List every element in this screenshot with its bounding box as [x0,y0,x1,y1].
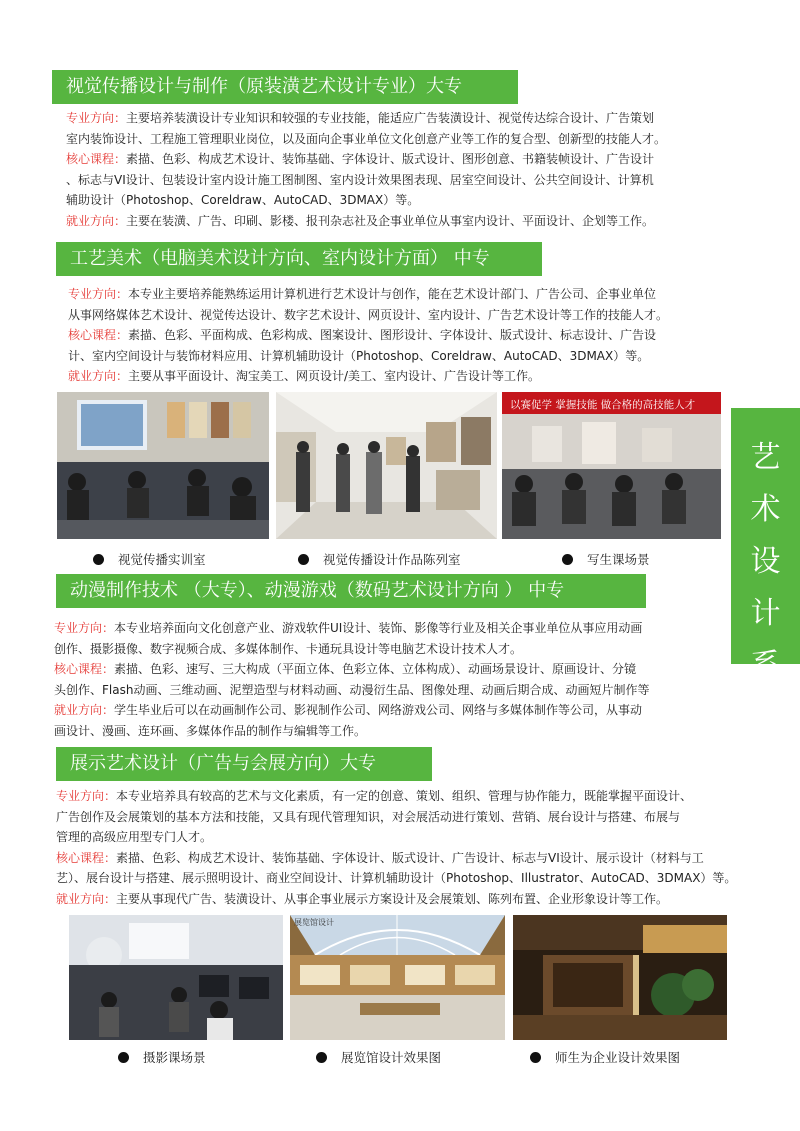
label-courses: 核心课程： [56,850,117,865]
section-title-animation: 动漫制作技术 （大专）、动漫游戏（数码艺术设计方向 ） 中专 [56,574,646,608]
side-char: 系 [750,648,781,683]
label-courses: 核心课程： [66,152,127,166]
bullet-icon [316,1052,327,1063]
text-line: 主要在装潢、广告、印刷、影楼、报刊杂志社及企事业单位从事室内设计、平面设计、企划等工作。 [126,213,655,228]
caption-visual-lab: 视觉传播实训室 [93,550,206,568]
text-line: 室内装饰设计、工程施工管理职业岗位，以及面向企事业单位文化创意产业等工作的复合型、创新型的技能人才。 [66,131,667,146]
text-line: 素描、色彩、平面构成、色彩构成、图案设计、图形设计、字体设计、版式设计、标志设计、广告设 [128,328,657,342]
section-body-craft-art [68,284,728,387]
text-line: 素描、色彩、构成艺术设计、装饰基础、字体设计、版式设计、图形创意、书籍装帧设计、广告设计 [126,152,655,166]
label-employment: 就业方向： [66,213,127,228]
text-line: 计、室内空间设计与装饰材料应用、计算机辅助设计（Photoshop、Coreldraw、AutoCAD、3DMAX）等。 [68,348,650,363]
photo-visual-lab [57,392,269,539]
bullet-icon [562,554,573,565]
text-line: 头创作、Flash动画、三维动画、泥塑造型与材料动画、动漫衍生品、图像处理、动画后期合成、动画短片制作等 [54,682,650,697]
caption-gallery-room: 视觉传播设计作品陈列室 [298,550,461,568]
caption-exhibition-hall: 展览馆设计效果图 [316,1048,441,1066]
text-line: 主要培养装潢设计专业知识和较强的专业技能，能适应广告装潢设计、视觉传达综合设计、广告策划 [126,111,655,125]
text-line: 艺）、展台设计与搭建、展示照明设计、商业空间设计、计算机辅助设计（Photoshop、Illustrator、AutoCAD、3DMAX）等。 [56,871,737,885]
photo-label: 展览馆设计 [294,918,334,927]
label-direction: 专业方向： [68,287,129,301]
section-title-visual-design: 视觉传播设计与制作（原装潢艺术设计专业）大专 [52,70,518,104]
side-char: 设 [750,544,781,579]
label-employment: 就业方向： [68,369,129,383]
bullet-icon [530,1052,541,1063]
text-line: 本专业主要培养能熟练运用计算机进行艺术设计与创作，能在艺术设计部门、广告公司、企事业单位 [128,287,657,301]
text-line: 从事网络媒体艺术设计、视觉传达设计、数字艺术设计、网页设计、室内设计、广告艺术设计等工作的技能人才。 [68,307,669,322]
caption-sketching-class: 写生课场景 [562,550,650,568]
label-courses: 核心课程： [68,328,129,342]
text-line: 本专业培养具有较高的艺术与文化素质，有一定的创意、策划、组织、管理与协作能力，既能掌握平面设计、 [116,789,693,803]
department-side-title [731,408,800,683]
label-direction: 专业方向： [54,621,115,635]
section-title-exhibition: 展示艺术设计（广告与会展方向）大专 [56,747,432,781]
text-line: 辅助设计（Photoshop、Coreldraw、AutoCAD、3DMAX）等。 [66,193,420,207]
label-direction: 专业方向： [56,789,117,803]
section-body-visual-design [66,108,726,231]
classroom-banner-text: 以赛促学 掌握技能 做合格的高技能人才 [510,399,696,411]
photo-enterprise-design [513,915,727,1040]
bullet-icon [298,554,309,565]
text-line: 本专业培养面向文化创意产业、游戏软件UI设计、装饰、影像等行业及相关企事业单位从事应用动画 [114,621,643,635]
side-char: 术 [750,492,781,527]
text-line: 画设计、漫画、连环画、多媒体作品的制作与编辑等工作。 [54,723,367,738]
section-body-animation [54,618,729,741]
label-employment: 就业方向： [54,703,115,717]
text-line: 素描、色彩、构成艺术设计、装饰基础、字体设计、版式设计、广告设计、标志与VI设计、展示设计（材料与工 [116,850,704,865]
text-line: 素描、色彩、速写、三大构成（平面立体、色彩立体、立体构成）、动画场景设计、原画设计、分镜 [114,662,637,676]
photo-photography-class [69,915,283,1040]
side-char: 计 [750,596,781,631]
caption-enterprise-design: 师生为企业设计效果图 [530,1048,680,1066]
section-body-exhibition [56,786,746,909]
label-employment: 就业方向： [56,891,117,906]
text-line: 主要从事平面设计、淘宝美工、网页设计/美工、室内设计、广告设计等工作。 [128,369,541,383]
text-line: 广告创作及会展策划的基本方法和技能，又具有现代管理知识，对会展活动进行策划、营销、展台设计与搭建、布展与 [56,809,681,824]
label-direction: 专业方向： [66,111,127,125]
text-line: 学生毕业后可以在动画制作公司、影视制作公司、网络游戏公司、网络与多媒体制作等公司，从事动 [114,703,643,717]
text-line: 创作、摄影摄像、数字视频合成、多媒体制作、卡通玩具设计等电脑艺术设计技术人才。 [54,641,523,656]
bullet-icon [93,554,104,565]
photo-sketching-class [502,392,721,539]
text-line: 管理的高级应用型专门人才。 [56,830,213,844]
section-title-craft-art: 工艺美术（电脑美术设计方向、室内设计方面） 中专 [56,242,542,276]
photo-gallery-room [276,392,497,539]
bullet-icon [118,1052,129,1063]
text-line: 、标志与VI设计、包装设计室内设计施工图制图、室内设计效果图表现、居室空间设计、公共空间设计、计算机 [66,172,654,187]
label-courses: 核心课程： [54,662,115,676]
caption-photography-class: 摄影课场景 [118,1048,206,1066]
text-line: 主要从事现代广告、装潢设计、从事企事业展示方案设计及会展策划、陈列布置、企业形象设计等工作。 [116,891,669,906]
photo-exhibition-hall [290,915,505,1040]
side-char: 艺 [750,440,781,475]
